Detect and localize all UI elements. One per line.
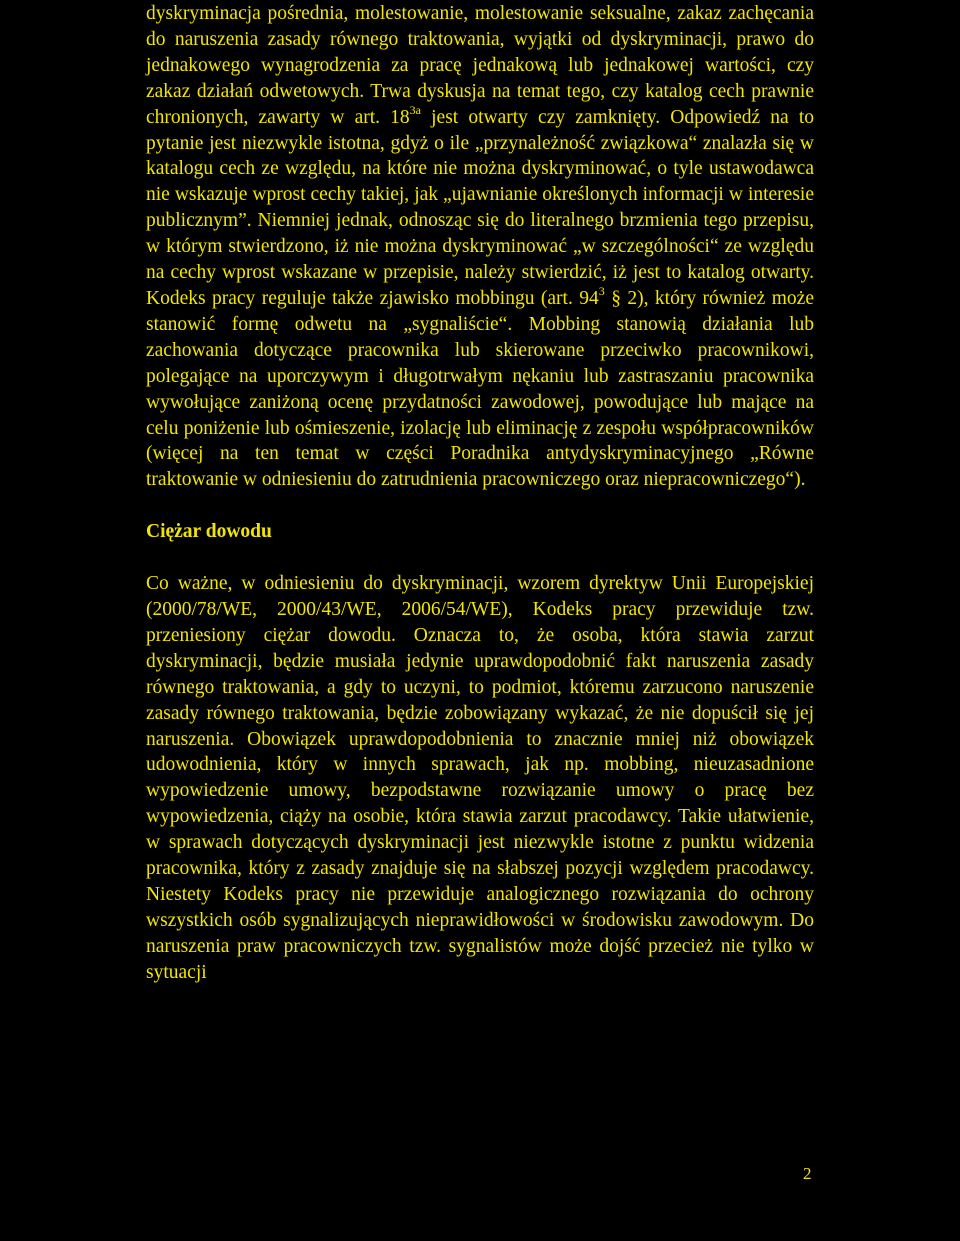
superscript-article-ref: 3 — [598, 284, 605, 299]
paragraph-text: § 2), który również może stanowić formę odwetu na „sygnaliście“. Mobbing stanowią działania lub zachowania dotyczące pracownika lub skierowane przeciwko pracownikowi, polegające na uporczywym i długotrwałym nękaniu lub zastraszaniu pracownika wywołujące zaniżoną ocenę przydatności zawodowej, powodujące lub mające na celu poniżenie lub ośmieszenie, izolację lub eliminację z zespołu współpracowników (więcej na ten temat w części Poradnika antydyskryminacyjnego „Równe traktowanie w odniesieniu do zatrudnienia pracowniczego oraz niepracowniczego“). — [146, 287, 814, 491]
body-paragraph: Co ważne, w odniesieniu do dyskryminacji, wzorem dyrektyw Unii Europejskiej (2000/78/WE, 2000/43/WE, 2006/54/WE), Kodeks pracy przewiduje tzw. przeniesiony ciężar dowodu. Oznacza to, że osoba, która stawia zarzut dyskryminacji, będzie musiała jedynie uprawdopodobnić fakt naruszenia zasady równego traktowania, a gdy to uczyni, to podmiot, któremu zarzucono naruszenie zasady równego traktowania, będzie zobowiązany wykazać, że nie dopuścił się jej naruszenia. Obowiązek uprawdopodobnienia to znacznie mniej niż obowiązek udowodnienia, który w innych sprawach, jak np. mobbing, nieuzasadnione wypowiedzenie umowy, bezpodstawne rozwiązanie umowy o pracę bez wypowiedzenia, ciąży na osobie, która stawia zarzut pracodawcy. Takie ułatwienie, w sprawach dotyczących dyskryminacji jest niezwykle istotne z punktu widzenia pracownika, który z zasady znajduje się na słabszej pozycji względem pracodawcy. Niestety Kodeks pracy nie przewiduje analogicznego rozwiązania do ochrony wszystkich osób sygnalizujących nieprawidłowości w środowisku zawodowym. Do naruszenia praw pracowniczych tzw. sygnalistów może dojść przecież nie tylko w sytuacji — [146, 573, 814, 983]
document-page — [146, 0, 814, 986]
paragraph-text: jest otwarty czy zamknięty. Odpowiedź na to pytanie jest niezwykle istotna, gdyż o ile „przynależność związkowa“ znalazła się w katalogu cech ze względu, na które nie można dyskryminować, o tyle ustawodawca nie wskazuje wprost cechy takiej, jak „ujawnianie określonych informacji w interesie publicznym”. Niemniej jednak, odnosząc się do literalnego brzmienia tego przepisu, w którym stwierdzono, iż nie można dyskryminować „w szczególności“ ze względu na cechy wprost wskazane w przepisie, należy stwierdzić, iż jest to katalog otwarty. Kodeks pracy reguluje także zjawisko mobbingu (art. 94 — [146, 106, 814, 309]
section-heading: Ciężar dowodu — [146, 521, 272, 543]
superscript-article-ref: 3a — [409, 103, 421, 118]
paragraph-text: dyskryminacja pośrednia, molestowanie, molestowanie seksualne, zakaz zachęcania do naruszenia zasady równego traktowania, wyjątki od dyskryminacji, prawo do jednakowego wynagrodzenia za pracę jednakową lub jednakowej wartości, czy zakaz działań odwetowych. Trwa dyskusja na temat tego, czy katalog cech prawnie chronionych, zawarty w art. 18 — [146, 3, 814, 128]
body-paragraph — [146, 1, 814, 493]
page-number: 2 — [803, 1164, 812, 1183]
